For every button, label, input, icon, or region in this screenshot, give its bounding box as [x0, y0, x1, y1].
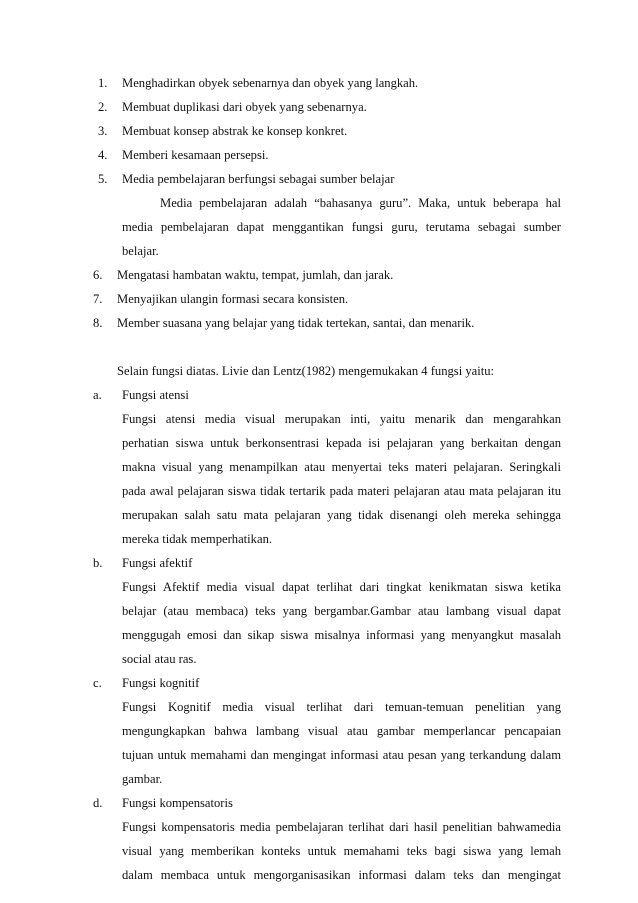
list-number: 7. [93, 292, 103, 306]
section-text: mereka tidak memperhatikan. [122, 532, 273, 546]
section-text: Fungsi Afektif media visual dapat terlihat dari tingkat kenikmatan siswa ketika [122, 580, 561, 594]
section-text: dalam membaca untuk mengorganisasikan informasi dalam teks dan mengingat [122, 868, 561, 882]
section-letter: c. [93, 676, 102, 690]
list-number: 1. [98, 76, 108, 90]
section-letter: a. [93, 388, 102, 402]
section-text: Fungsi Kognitif media visual terlihat dari temuan-temuan penelitian yang [122, 700, 561, 714]
section-title: Fungsi kompensatoris [122, 796, 233, 810]
section-title: Fungsi atensi [122, 388, 189, 402]
list-number: 4. [98, 148, 108, 162]
list-text: Media pembelajaran berfungsi sebagai sumber belajar [122, 172, 395, 186]
paragraph-text: belajar. [122, 244, 159, 258]
section-text: merupakan salah satu mata pelajaran yang tidak disenangi oleh mereka sehingga [122, 508, 561, 522]
section-text: belajar (atau membaca) teks yang bergambar.Gambar atau lambang visual dapat [122, 604, 561, 618]
section-text: gambar. [122, 772, 163, 786]
section-text: social atau ras. [122, 652, 197, 666]
section-text: pada awal pelajaran siswa tidak tertarik pada materi pelajaran atau mata pelajaran itu [122, 484, 561, 498]
list-text: Mengatasi hambatan waktu, tempat, jumlah, dan jarak. [117, 268, 394, 282]
list-text: Member suasana yang belajar yang tidak tertekan, santai, dan menarik. [117, 316, 475, 330]
section-title: Fungsi kognitif [122, 676, 200, 690]
list-text: Memberi kesamaan persepsi. [122, 148, 269, 162]
list-text: Membuat konsep abstrak ke konsep konkret. [122, 124, 348, 138]
intro-text: Selain fungsi diatas. Livie dan Lentz(1982) mengemukakan 4 fungsi yaitu: [117, 364, 495, 378]
section-text: makna visual yang menampilkan atau menyertai teks materi pelajaran. Seringkali [122, 460, 561, 474]
list-number: 6. [93, 268, 103, 282]
paragraph-text: media pembelajaran dapat menggantikan fungsi guru, terutama sebagai sumber [122, 220, 561, 234]
list-number: 8. [93, 316, 103, 330]
list-number: 3. [98, 124, 108, 138]
list-text: Menyajikan ulangin formasi secara konsisten. [117, 292, 349, 306]
section-text: mengungkapkan bahwa lambang visual atau gambar memperlancar pencapaian [122, 724, 561, 738]
section-letter: b. [93, 556, 103, 570]
paragraph-text: Media pembelajaran adalah “bahasanya guru”. Maka, untuk beberapa hal [160, 196, 561, 210]
list-text: Membuat duplikasi dari obyek yang sebenarnya. [122, 100, 367, 114]
section-text: tujuan untuk memahami dan mengingat informasi atau pesan yang terkandung dalam [122, 748, 561, 762]
section-text: menggugah emosi dan sikap siswa misalnya informasi yang menyangkut masalah [122, 628, 561, 642]
list-number: 2. [98, 100, 108, 114]
list-number: 5. [98, 172, 108, 186]
section-text: perhatian siswa untuk berkonsentrasi kepada isi pelajaran yang berkaitan dengan [122, 436, 561, 450]
list-text: Menghadirkan obyek sebenarnya dan obyek yang langkah. [122, 76, 419, 90]
section-text: Fungsi atensi media visual merupakan inti, yaitu menarik dan mengarahkan [122, 412, 561, 426]
section-title: Fungsi afektif [122, 556, 193, 570]
section-text: Fungsi kompensatoris media pembelajaran terlihat dari hasil penelitian bahwamedia [122, 820, 561, 834]
section-text: visual yang memberikan konteks untuk memahami teks bagi siswa yang lemah [122, 844, 561, 858]
section-letter: d. [93, 796, 103, 810]
